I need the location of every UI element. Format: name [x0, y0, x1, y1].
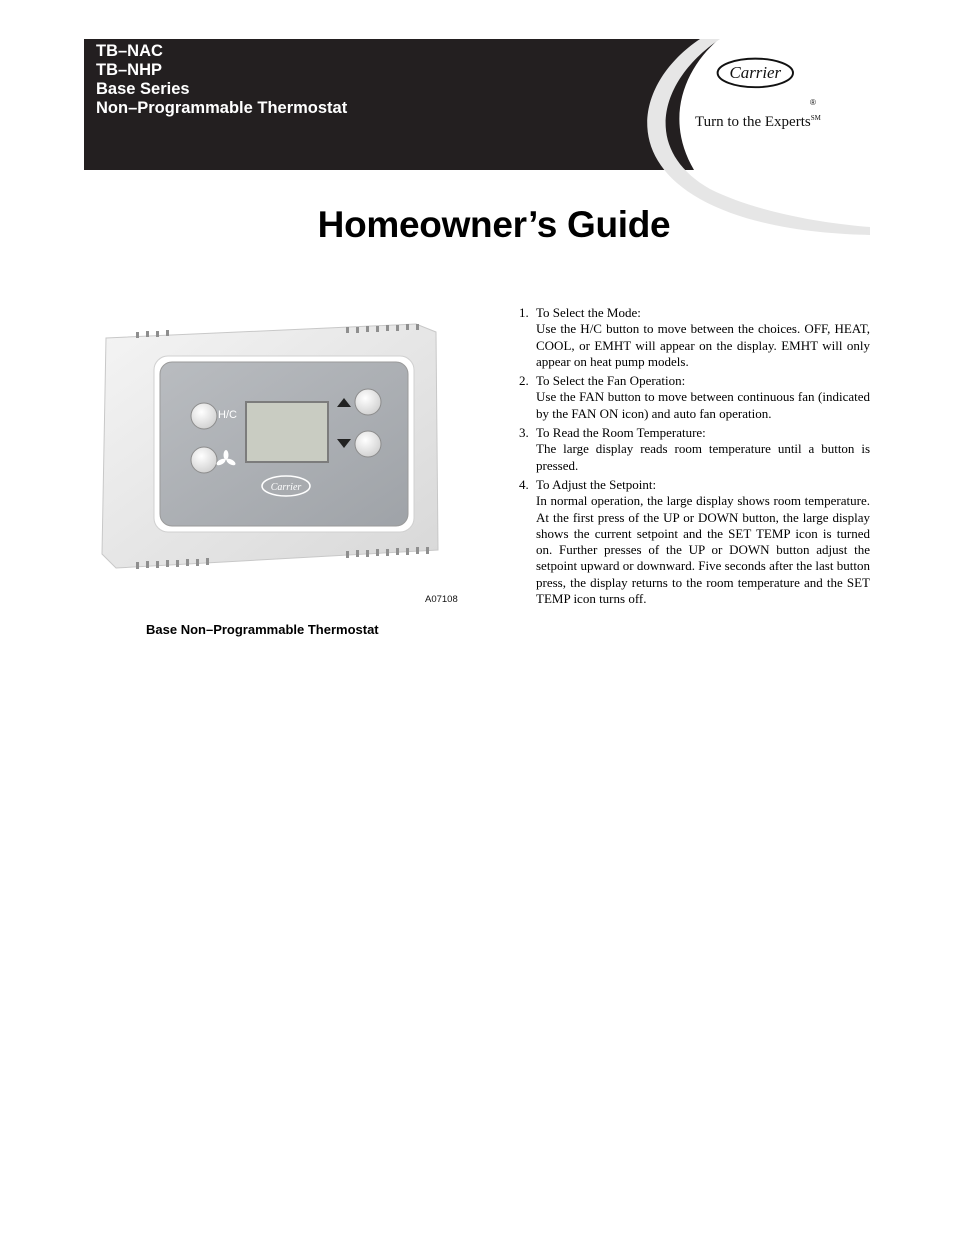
figure-caption: Base Non–Programmable Thermostat: [146, 622, 379, 637]
registered-mark: ®: [810, 98, 816, 107]
page-title: Homeowner’s Guide: [317, 204, 671, 245]
service-mark: SM: [810, 114, 821, 122]
list-item: [519, 477, 870, 607]
item-heading: To Read the Room Temperature:: [536, 425, 706, 441]
item-body: The large display reads room temperature until a button is pressed.: [536, 441, 870, 473]
thermostat-brand-text: Carrier: [270, 482, 302, 493]
product-line-1: TB–NAC: [96, 42, 163, 60]
product-line-4: Non–Programmable Thermostat: [96, 99, 348, 117]
hc-label: H/C: [218, 409, 237, 421]
item-number: 4.: [519, 476, 529, 492]
tagline-text: Turn to the Experts: [695, 114, 811, 130]
item-body: Use the FAN button to move between continuous fan (indicated by the FAN ON icon) and auto fan operation.: [536, 389, 870, 421]
item-number: 3.: [519, 425, 529, 441]
item-number: 1.: [519, 305, 529, 320]
product-lines: [96, 42, 347, 118]
thermostat-photo: [96, 318, 448, 586]
item-heading: To Select the Fan Operation:: [536, 373, 686, 389]
list-item: [519, 425, 870, 474]
item-body: Use the H/C button to move between the choices. OFF, HEAT, COOL, or EMHT will appear on the display. EMHT will only appear on heat pump models.: [536, 321, 870, 369]
product-line-3: Base Series: [96, 80, 190, 98]
item-heading: To Select the Mode:: [536, 305, 641, 320]
product-line-2: TB–NHP: [96, 61, 163, 79]
instruction-list: [519, 305, 870, 610]
carrier-logo-text: Carrier: [729, 63, 782, 83]
item-heading: To Adjust the Setpoint:: [536, 476, 657, 492]
figure-id: A07108: [425, 594, 458, 605]
list-item: [519, 305, 870, 370]
item-body: In normal operation, the large display shows room temperature. At the first press of the UP or DOWN button, the large display shows the current setpoint and the SET TEMP icon is turned on. Further presses of the UP or DOWN button adjust the setpoint upward or downward. Five seconds after the last button press, the display returns to the room temperature and the SET TEMP icon turns off.: [536, 493, 870, 607]
list-item: [519, 373, 870, 422]
item-number: 2.: [519, 373, 529, 389]
tagline: [695, 114, 821, 131]
